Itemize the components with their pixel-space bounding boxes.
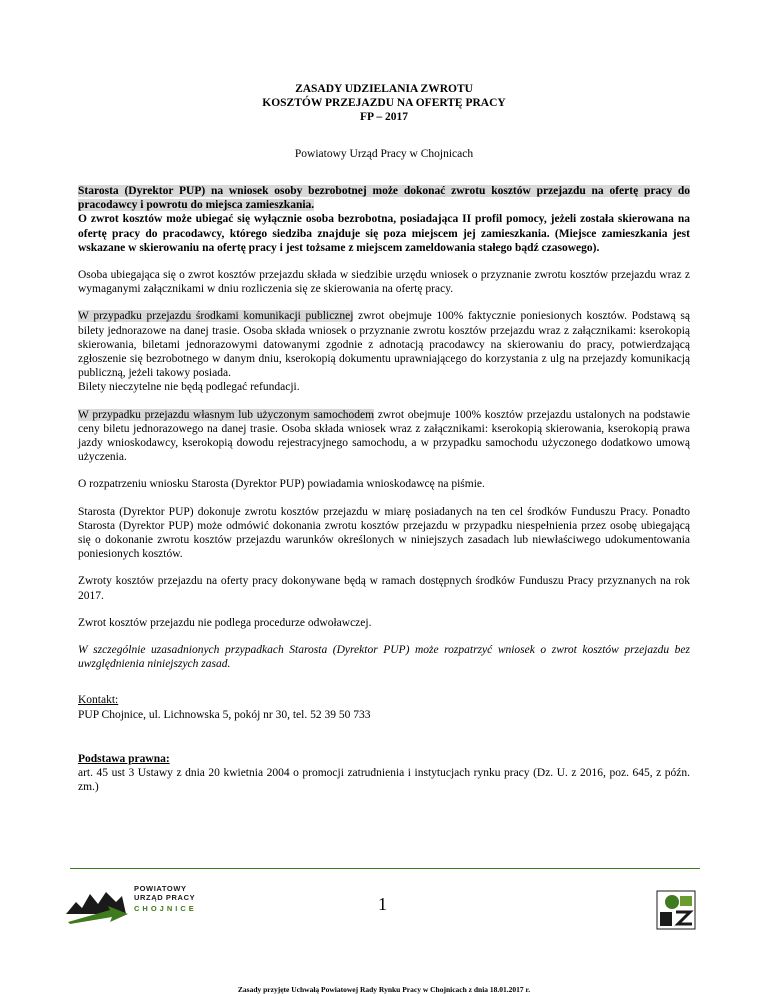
paragraph-funds: Starosta (Dyrektor PUP) dokonuje zwrotu kosztów przejazdu w miarę posiadanych na ten cel środków Funduszu Pracy. Ponadto Starosta (Dyrektor PUP) może odmówić dokonania zwrotu kosztów przejazdu w przypadku niespełnienia przez osobę ubiegającą się o dokonanie zwrotu kosztów przejazdu warunków określonych w niniejszych zasadach lub niewłaściwego udokumentowania poniesionych kosztów.: [78, 505, 690, 561]
paragraph-notification: O rozpatrzeniu wniosku Starosta (Dyrektor PUP) powiadamia wnioskodawcę na piśmie.: [78, 478, 485, 491]
document-page: [78, 82, 690, 795]
pup-logo: [66, 882, 206, 926]
intro-paragraph: [78, 184, 690, 255]
intro-block: [78, 184, 690, 255]
contact-text: PUP Chojnice, ul. Lichnowska 5, pokój nr 30, tel. 52 39 50 733: [78, 708, 371, 721]
arrow-stairs-logo-icon: [66, 884, 132, 924]
contact-label: Kontakt:: [78, 694, 119, 707]
logo-line-1: POWIATOWY: [134, 884, 187, 893]
page-footer: [0, 868, 768, 994]
paragraph-own-car: [78, 408, 690, 465]
paragraph-no-appeal: Zwrot kosztów przejazdu nie podlega procedurze odwoławczej.: [78, 616, 372, 629]
own-car-highlight: W przypadku przejazdu własnym lub użyczonym samochodem: [78, 408, 375, 421]
legal-text: art. 45 ust 3 Ustawy z dnia 20 kwietnia 2004 o promocji zatrudnienia i instytucjach rynku pracy (Dz. U. z 2016, poz. 645, z późn. zm.): [78, 767, 690, 794]
page-number: 1: [378, 894, 387, 914]
document-title: [78, 82, 690, 124]
logo-text: [134, 884, 197, 913]
contact-section: [78, 693, 690, 721]
title-line-2: KOSZTÓW PRZEJAZDU NA OFERTĘ PRACY: [262, 97, 506, 109]
legal-label: Podstawa prawna:: [78, 752, 170, 765]
logo-line-2: URZĄD PRACY: [134, 893, 196, 902]
fp-emblem-icon: [656, 890, 696, 930]
office-name: Powiatowy Urząd Pracy w Chojnicach: [294, 148, 474, 160]
paragraph-year: Zwroty kosztów przejazdu na oferty pracy dokonywane będą w ramach dostępnych środków Funduszu Pracy przyznanych na rok 2017.: [78, 575, 690, 602]
footer-divider: [70, 868, 700, 869]
title-line-3: FP – 2017: [360, 111, 408, 123]
paragraph-exceptions: W szczególnie uzasadnionych przypadkach Starosta (Dyrektor PUP) może rozpatrzyć wniosek o zwrot kosztów przejazdu bez uwzględnienia niniejszych zasad.: [78, 644, 690, 671]
legal-basis-section: [78, 752, 690, 795]
fp-emblem: [656, 890, 696, 930]
public-transport-text: zwrot obejmuje 100% faktycznie poniesionych kosztów. Podstawą są bilety jednorazowe na danej trasie. Osoba składa wniosek o przyznanie zwrotu kosztów przejazdu wraz z załącznikami: kserokopią skierowania, biletami jednorazowymi datowanymi zgodnie z adnotacją pracodawcy na skierowaniu do pracy, potwierdzającą zgłoszenie się bezrobotnego w danym dniu, kserokopią dokumentu uprawniającego do korzystania z ulg na przejazdy komunikacją publiczną, jeżeli takowy posiada.: [78, 310, 691, 380]
tickets-note: Bilety nieczytelne nie będą podlegać refundacji.: [78, 381, 300, 394]
own-car-text: zwrot obejmuje 100% kosztów przejazdu ustalonych na podstawie ceny biletu jednorazowego na danej trasie. Osoba składa wniosek wraz z załącznikami: kserokopią skierowania, kserokopią prawa jazdy wnioskodawcy, kserokopią dowodu rejestracyjnego samochodu, a w przypadku samochodu użyczonego dodatkowo umową użyczenia.: [78, 408, 690, 464]
logo-line-3: CHOJNICE: [134, 904, 197, 913]
public-transport-highlight: W przypadku przejazdu środkami komunikacji publicznej: [78, 310, 354, 323]
paragraph-public-transport: [78, 309, 690, 394]
intro-highlight: Starosta (Dyrektor PUP) na wniosek osoby bezrobotnej może dokonać zwrotu kosztów przejazdu na ofertę pracy do pracodawcy i powrotu do miejsca zamieszkania.: [78, 185, 690, 212]
intro-eligibility: O zwrot kosztów może ubiegać się wyłącznie osoba bezrobotna, posiadająca II profil pomocy, jeżeli została skierowana na ofertę pracy do pracodawcy, którego siedziba znajduje się poza miejscem jej zamieszkania. (Miejsce zamieszkania jest wskazane w skierowaniu na ofertę pracy i jest tożsame z miejscem zameldowania stałego bądź czasowego).: [78, 213, 690, 254]
title-line-1: ZASADY UDZIELANIA ZWROTU: [295, 83, 473, 95]
footer-note: Zasady przyjęte Uchwałą Powiatowej Rady Rynku Pracy w Chojnicach z dnia 18.01.2017 r.: [237, 985, 531, 994]
paragraph-application: Osoba ubiegająca się o zwrot kosztów przejazdu składa w siedzibie urzędu wniosek o przyznanie zwrotu kosztów przejazdu wraz z wymaganymi załącznikami w dniu rozliczenia się ze skierowania na ofertę pracy.: [78, 269, 690, 296]
